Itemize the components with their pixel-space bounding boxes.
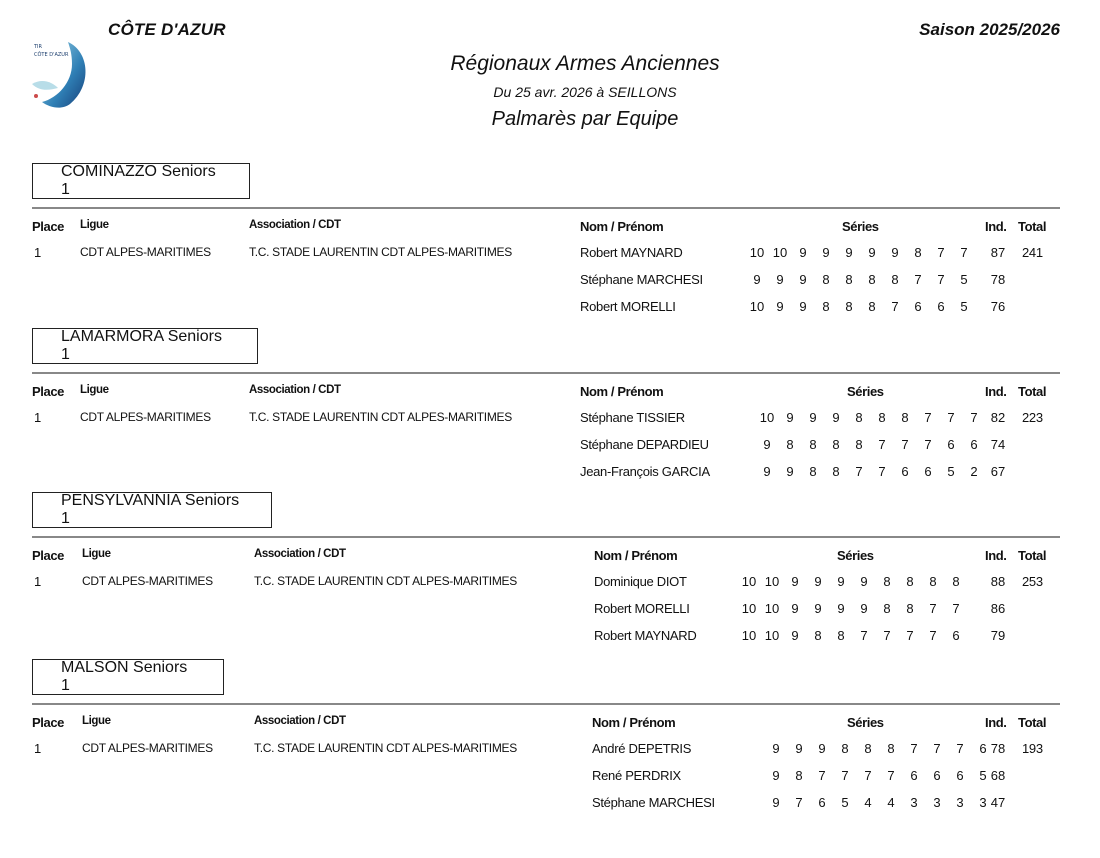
series-score: 9 (814, 574, 822, 589)
member-name: Robert MORELLI (580, 299, 676, 314)
series-score: 8 (906, 574, 914, 589)
series-score: 6 (933, 768, 941, 783)
member-name: André DEPETRIS (592, 741, 692, 756)
series-score: 7 (960, 245, 968, 260)
series-score: 8 (845, 272, 853, 287)
series-score: 9 (822, 245, 830, 260)
series-score: 6 (970, 437, 978, 452)
table-row (32, 299, 1060, 326)
series-score: 7 (937, 272, 945, 287)
ligue-value: CDT ALPES-MARITIMES (82, 574, 213, 588)
member-name: Stéphane DEPARDIEU (580, 437, 709, 452)
series-score: 6 (901, 464, 909, 479)
column-header-association: Association / CDT (249, 219, 341, 231)
series-score: 9 (786, 464, 794, 479)
series-score: 8 (809, 437, 817, 452)
series-score: 8 (814, 628, 822, 643)
team-section (32, 163, 1060, 323)
member-name: Robert MORELLI (594, 601, 690, 616)
individual-score: 76 (990, 299, 1006, 314)
series-score: 8 (822, 299, 830, 314)
series-score: 7 (929, 601, 937, 616)
series-score: 9 (776, 272, 784, 287)
member-name: René PERDRIX (592, 768, 681, 783)
association-value: T.C. STADE LAURENTIN CDT ALPES-MARITIMES (249, 245, 512, 259)
individual-score: 68 (990, 768, 1006, 783)
series-score: 5 (960, 272, 968, 287)
series-score: 9 (772, 768, 780, 783)
series-score: 8 (786, 437, 794, 452)
logo-text: CÔTE D'AZUR (34, 52, 69, 58)
series-score: 5 (841, 795, 849, 810)
association-value: T.C. STADE LAURENTIN CDT ALPES-MARITIMES (249, 410, 512, 424)
series-score: 7 (970, 410, 978, 425)
column-header-total: Total (1018, 548, 1047, 563)
series-score: 3 (910, 795, 918, 810)
series-score: 10 (749, 245, 765, 260)
series-score: 9 (809, 410, 817, 425)
series-score: 6 (979, 741, 987, 756)
column-header-total: Total (1018, 384, 1047, 399)
column-header-series: Séries (847, 384, 884, 399)
table-row (32, 795, 1060, 822)
series-score: 8 (855, 437, 863, 452)
series-score: 8 (883, 601, 891, 616)
series-score: 8 (832, 437, 840, 452)
column-header-name: Nom / Prénom (594, 548, 678, 563)
series-score: 9 (891, 245, 899, 260)
association-value: T.C. STADE LAURENTIN CDT ALPES-MARITIMES (254, 574, 517, 588)
section-divider (32, 372, 1060, 374)
series-score: 9 (837, 601, 845, 616)
series-score: 7 (937, 245, 945, 260)
series-score: 6 (910, 768, 918, 783)
series-score: 7 (910, 741, 918, 756)
series-score: 7 (855, 464, 863, 479)
series-score: 8 (878, 410, 886, 425)
series-score: 9 (753, 272, 761, 287)
series-score: 9 (772, 795, 780, 810)
series-score: 10 (741, 601, 757, 616)
ligue-value: CDT ALPES-MARITIMES (80, 245, 211, 259)
column-header-place: Place (32, 715, 64, 730)
series-score: 10 (764, 601, 780, 616)
series-score: 9 (791, 628, 799, 643)
series-score: 7 (891, 299, 899, 314)
team-name: MALSON Seniors 1 (32, 659, 224, 695)
series-score: 8 (864, 741, 872, 756)
column-header-name: Nom / Prénom (580, 219, 664, 234)
series-score: 7 (878, 437, 886, 452)
column-header-ind: Ind. (985, 219, 1007, 234)
series-score: 7 (924, 437, 932, 452)
ligue-value: CDT ALPES-MARITIMES (80, 410, 211, 424)
series-score: 8 (952, 574, 960, 589)
series-score: 8 (868, 272, 876, 287)
series-score: 8 (929, 574, 937, 589)
series-score: 7 (860, 628, 868, 643)
series-score: 9 (791, 601, 799, 616)
series-score: 9 (799, 272, 807, 287)
series-score: 9 (791, 574, 799, 589)
series-score: 6 (818, 795, 826, 810)
column-header-association: Association / CDT (254, 548, 346, 560)
series-score: 6 (947, 437, 955, 452)
series-score: 8 (795, 768, 803, 783)
series-score: 10 (772, 245, 788, 260)
series-score: 9 (772, 741, 780, 756)
series-score: 9 (799, 299, 807, 314)
page-title: Régionaux Armes Anciennes (450, 52, 720, 75)
series-score: 7 (818, 768, 826, 783)
section-divider (32, 703, 1060, 705)
individual-score: 88 (990, 574, 1006, 589)
member-name: Jean-François GARCIA (580, 464, 710, 479)
column-header-place: Place (32, 219, 64, 234)
title-block (0, 50, 1100, 134)
series-score: 4 (864, 795, 872, 810)
column-header-ligue: Ligue (80, 384, 109, 396)
team-name: LAMARMORA Seniors 1 (32, 328, 258, 364)
place-value: 1 (34, 245, 41, 260)
column-header-series: Séries (847, 715, 884, 730)
series-score: 9 (814, 601, 822, 616)
individual-score: 87 (990, 245, 1006, 260)
individual-score: 74 (990, 437, 1006, 452)
member-name: Robert MAYNARD (580, 245, 683, 260)
column-header-place: Place (32, 384, 64, 399)
place-value: 1 (34, 574, 41, 589)
column-header-total: Total (1018, 715, 1047, 730)
individual-score: 86 (990, 601, 1006, 616)
place-value: 1 (34, 741, 41, 756)
series-score: 5 (947, 464, 955, 479)
series-score: 7 (841, 768, 849, 783)
series-score: 10 (759, 410, 775, 425)
series-score: 9 (868, 245, 876, 260)
series-score: 8 (855, 410, 863, 425)
series-score: 7 (914, 272, 922, 287)
table-row (32, 464, 1060, 491)
report-title: Palmarès par Equipe (491, 108, 679, 130)
series-score: 5 (979, 768, 987, 783)
team-total: 241 (1022, 245, 1043, 260)
series-score: 8 (901, 410, 909, 425)
table-row (32, 628, 1060, 655)
series-score: 6 (952, 628, 960, 643)
team-total: 253 (1022, 574, 1043, 589)
column-header-ligue: Ligue (80, 219, 109, 231)
team-total: 223 (1022, 410, 1043, 425)
series-score: 9 (799, 245, 807, 260)
column-header-ind: Ind. (985, 384, 1007, 399)
series-score: 10 (764, 628, 780, 643)
series-score: 9 (795, 741, 803, 756)
series-score: 2 (970, 464, 978, 479)
table-row (32, 272, 1060, 299)
series-score: 5 (960, 299, 968, 314)
season-label: Saison 2025/2026 (919, 20, 1060, 39)
team-section (32, 492, 1060, 652)
ligue-value: CDT ALPES-MARITIMES (82, 741, 213, 755)
series-score: 9 (763, 464, 771, 479)
series-score: 8 (883, 574, 891, 589)
column-header-name: Nom / Prénom (592, 715, 676, 730)
team-name: PENSYLVANNIA Seniors 1 (32, 492, 272, 528)
series-score: 7 (883, 628, 891, 643)
series-score: 8 (841, 741, 849, 756)
individual-score: 47 (990, 795, 1006, 810)
column-header-name: Nom / Prénom (580, 384, 664, 399)
series-score: 3 (956, 795, 964, 810)
series-score: 9 (860, 574, 868, 589)
column-header-association: Association / CDT (254, 715, 346, 727)
place-value: 1 (34, 410, 41, 425)
table-row (32, 410, 1060, 437)
column-header-ind: Ind. (985, 715, 1007, 730)
series-score: 4 (887, 795, 895, 810)
table-row (32, 601, 1060, 628)
series-score: 9 (786, 410, 794, 425)
series-score: 8 (845, 299, 853, 314)
individual-score: 67 (990, 464, 1006, 479)
series-score: 7 (956, 741, 964, 756)
column-header-total: Total (1018, 219, 1047, 234)
series-score: 9 (776, 299, 784, 314)
series-score: 9 (818, 741, 826, 756)
series-score: 7 (933, 741, 941, 756)
series-score: 9 (763, 437, 771, 452)
series-score: 7 (947, 410, 955, 425)
series-score: 3 (979, 795, 987, 810)
series-score: 6 (924, 464, 932, 479)
series-score: 8 (887, 741, 895, 756)
individual-score: 78 (990, 272, 1006, 287)
series-score: 9 (860, 601, 868, 616)
table-row (32, 768, 1060, 795)
series-score: 7 (795, 795, 803, 810)
member-name: Stéphane MARCHESI (592, 795, 715, 810)
table-row (32, 574, 1060, 601)
association-value: T.C. STADE LAURENTIN CDT ALPES-MARITIMES (254, 741, 517, 755)
column-header-series: Séries (837, 548, 874, 563)
series-score: 6 (956, 768, 964, 783)
series-score: 9 (832, 410, 840, 425)
member-name: Dominique DIOT (594, 574, 687, 589)
column-header-ind: Ind. (985, 548, 1007, 563)
table-row (32, 741, 1060, 768)
series-score: 7 (887, 768, 895, 783)
series-score: 3 (933, 795, 941, 810)
series-score: 8 (868, 299, 876, 314)
column-header-place: Place (32, 548, 64, 563)
team-section (32, 659, 1060, 819)
individual-score: 82 (990, 410, 1006, 425)
series-score: 7 (929, 628, 937, 643)
series-score: 8 (822, 272, 830, 287)
table-row (32, 245, 1060, 272)
series-score: 8 (906, 601, 914, 616)
event-date-location: Du 25 avr. 2026 à SEILLONS (493, 84, 677, 100)
region-name: CÔTE D'AZUR (108, 20, 226, 39)
series-score: 7 (906, 628, 914, 643)
series-score: 6 (914, 299, 922, 314)
section-divider (32, 536, 1060, 538)
series-score: 8 (832, 464, 840, 479)
team-name: COMINAZZO Seniors 1 (32, 163, 250, 199)
member-name: Stéphane MARCHESI (580, 272, 703, 287)
series-score: 7 (901, 437, 909, 452)
team-section (32, 328, 1060, 488)
series-score: 7 (924, 410, 932, 425)
series-score: 7 (952, 601, 960, 616)
series-score: 7 (864, 768, 872, 783)
series-score: 8 (914, 245, 922, 260)
column-header-ligue: Ligue (82, 715, 111, 727)
individual-score: 78 (990, 741, 1006, 756)
series-score: 9 (845, 245, 853, 260)
column-header-ligue: Ligue (82, 548, 111, 560)
series-score: 8 (891, 272, 899, 287)
svg-text:TIR: TIR (34, 44, 43, 50)
member-name: Robert MAYNARD (594, 628, 697, 643)
column-header-association: Association / CDT (249, 384, 341, 396)
series-score: 10 (749, 299, 765, 314)
series-score: 10 (741, 628, 757, 643)
team-total: 193 (1022, 741, 1043, 756)
series-score: 7 (878, 464, 886, 479)
table-row (32, 437, 1060, 464)
series-score: 8 (809, 464, 817, 479)
column-header-series: Séries (842, 219, 879, 234)
series-score: 10 (764, 574, 780, 589)
series-score: 9 (837, 574, 845, 589)
series-score: 10 (741, 574, 757, 589)
section-divider (32, 207, 1060, 209)
member-name: Stéphane TISSIER (580, 410, 685, 425)
series-score: 8 (837, 628, 845, 643)
series-score: 6 (937, 299, 945, 314)
individual-score: 79 (990, 628, 1006, 643)
